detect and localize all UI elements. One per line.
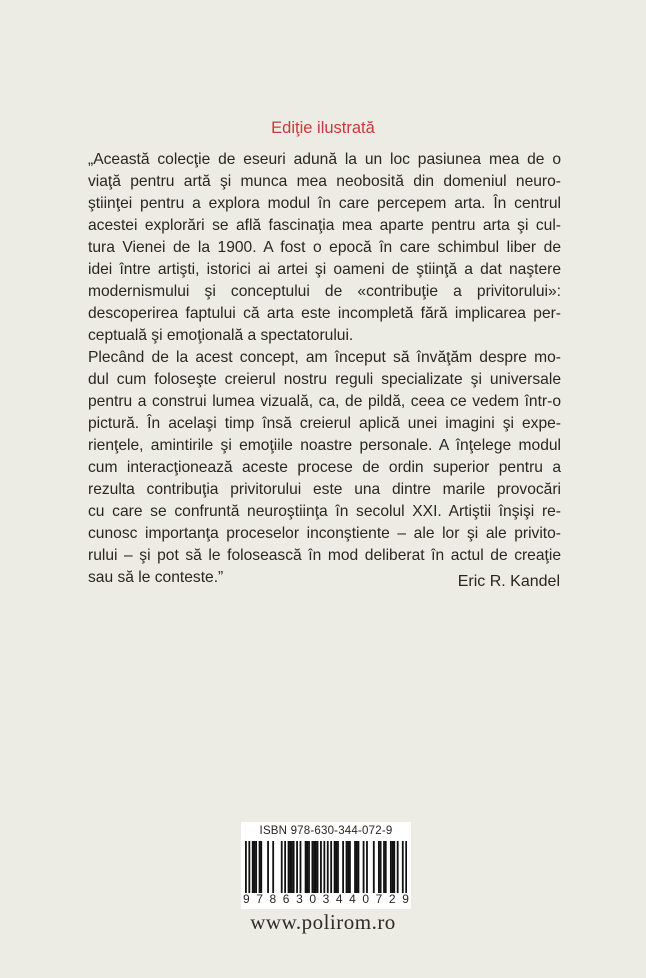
barcode-bar xyxy=(380,841,382,893)
barcode-digit: 3 xyxy=(322,892,330,906)
barcode-digit: 4 xyxy=(335,892,343,906)
barcode-bar xyxy=(383,841,385,893)
barcode-bar xyxy=(289,841,291,893)
barcode-bar xyxy=(335,841,337,893)
barcode-bar xyxy=(373,841,375,893)
publisher-website: www.polirom.ro xyxy=(250,910,396,934)
barcode-bar xyxy=(393,841,395,893)
quote-line: viaţă pentru artă şi munca mea neobosită din domeniul neuro- xyxy=(88,173,561,190)
barcode-bar xyxy=(284,841,286,893)
barcode-bar xyxy=(334,841,336,893)
barcode-bar xyxy=(313,841,315,893)
barcode-bar xyxy=(356,841,358,893)
barcode-bar xyxy=(315,841,317,893)
barcode-bar xyxy=(260,841,262,893)
barcode-digit: 8 xyxy=(269,892,277,906)
quote-line: rienţele, amintirile şi emoţiile noastre personale. A înţelege modul xyxy=(88,437,561,454)
isbn-barcode xyxy=(241,822,411,909)
barcode-bar xyxy=(317,841,319,893)
barcode-bar xyxy=(252,841,254,893)
quote-line: idei între artişti, istorici ai artei şi oameni de ştiinţă a dat naştere xyxy=(88,261,561,278)
barcode-bar xyxy=(312,841,314,893)
barcode-bar xyxy=(363,841,365,893)
barcode-bar xyxy=(366,841,368,893)
barcode-digit: 3 xyxy=(296,892,303,906)
barcode-bar xyxy=(402,841,404,893)
barcode-bar xyxy=(305,841,307,893)
barcode-digit: 2 xyxy=(388,892,396,906)
quote-line: acestei explorări se află fascinaţia mea aparte pentru arta şi cul- xyxy=(88,217,561,234)
barcode-bar xyxy=(254,841,256,893)
barcode-digit: 9 xyxy=(402,892,409,906)
barcode-bar xyxy=(346,841,348,893)
quote-line: pentru a construi lumea vizuală, ca, de pildă, ceea ce vedem într-o xyxy=(88,393,561,410)
barcode-bar xyxy=(320,841,322,893)
barcode-bar xyxy=(291,841,293,893)
barcode-bar xyxy=(245,841,247,893)
barcode-bar xyxy=(397,841,399,893)
barcode-bar xyxy=(306,841,308,893)
barcode-bar xyxy=(347,841,349,893)
barcode-bar xyxy=(267,841,269,893)
barcode-bar xyxy=(358,841,360,893)
barcode-bar xyxy=(272,841,274,893)
barcode-bars xyxy=(245,841,407,893)
barcode-bar xyxy=(296,841,298,893)
quote-line: cu care se confruntă neuroştiinţa în secolul XXI. Artiştii înşişi re- xyxy=(88,503,561,520)
isbn-label: ISBN 978-630-344-072-9 xyxy=(259,825,393,837)
barcode-digit: 0 xyxy=(362,892,370,906)
barcode-bar xyxy=(255,841,257,893)
barcode-bar xyxy=(354,841,356,893)
barcode-bar xyxy=(308,841,310,893)
barcode-bar xyxy=(288,841,290,893)
quote-line: rului – şi pot să le folosească în mod deliberat în actul de creaţie xyxy=(88,547,561,564)
quote-line: „Această colecţie de eseuri adună la un loc pasiunea mea de o xyxy=(88,151,561,168)
author-name: Eric R. Kandel xyxy=(457,573,560,590)
barcode-bar xyxy=(392,841,394,893)
barcode-bar xyxy=(405,841,407,893)
quote-line: cum interacţionează aceste procese de ordin superior pentru a xyxy=(88,459,561,476)
barcode-bar xyxy=(259,841,261,893)
quote-line: pictură. În acelaşi timp însă creierul aplică unei imagini şi expe- xyxy=(88,415,561,432)
barcode-digits xyxy=(243,892,409,906)
barcode-bar xyxy=(390,841,392,893)
quote-line: rezulta contribuţia privitorului este una dintre marile provocări xyxy=(88,481,561,498)
barcode-bar xyxy=(323,841,325,893)
barcode-bar xyxy=(330,841,332,893)
barcode-bar xyxy=(378,841,380,893)
barcode-bar xyxy=(293,841,295,893)
quote-line: dul cum foloseşte creierul nostru reguli specializate şi universale xyxy=(88,371,561,388)
quote-line: tura Vienei de la 1900. A fost o epocă în care schimbul liber de xyxy=(88,239,561,256)
barcode-bar xyxy=(281,841,283,893)
edition-label: Ediţie ilustrată xyxy=(271,119,375,137)
barcode-digit: 9 xyxy=(243,892,250,906)
quote-line: descoperirea faptului că arta este incompletă fără implicarea per- xyxy=(88,305,561,322)
quote-line: modernismului şi conceptului de «contribuţie a privitorului»: xyxy=(88,283,561,300)
quote-line: Plecând de la acest concept, am început să învăţăm despre mo- xyxy=(88,349,561,366)
barcode-bar xyxy=(300,841,302,893)
barcode-bar xyxy=(337,841,339,893)
barcode-bar xyxy=(349,841,351,893)
barcode-digit: 7 xyxy=(256,892,263,906)
barcode-bar xyxy=(327,841,329,893)
barcode-digit: 0 xyxy=(309,892,317,906)
barcode-digit: 6 xyxy=(282,892,290,906)
quote-line: cunosc importanţa proceselor inconştiente – ale lor şi ale privito- xyxy=(88,525,561,542)
barcode-digit: 4 xyxy=(349,892,356,906)
barcode-bar xyxy=(248,841,250,893)
quote-text xyxy=(88,149,561,589)
quote-line: ştiinţei pentru a explora modul în care percepem arta. În centrul xyxy=(88,195,561,212)
quote-line: ceptuală şi emoţională a spectatorului. xyxy=(88,327,354,344)
barcode-digit: 7 xyxy=(375,892,383,906)
barcode-bar xyxy=(385,841,387,893)
quote-line: sau să le conteste.” xyxy=(88,569,224,586)
barcode-bar xyxy=(342,841,344,893)
